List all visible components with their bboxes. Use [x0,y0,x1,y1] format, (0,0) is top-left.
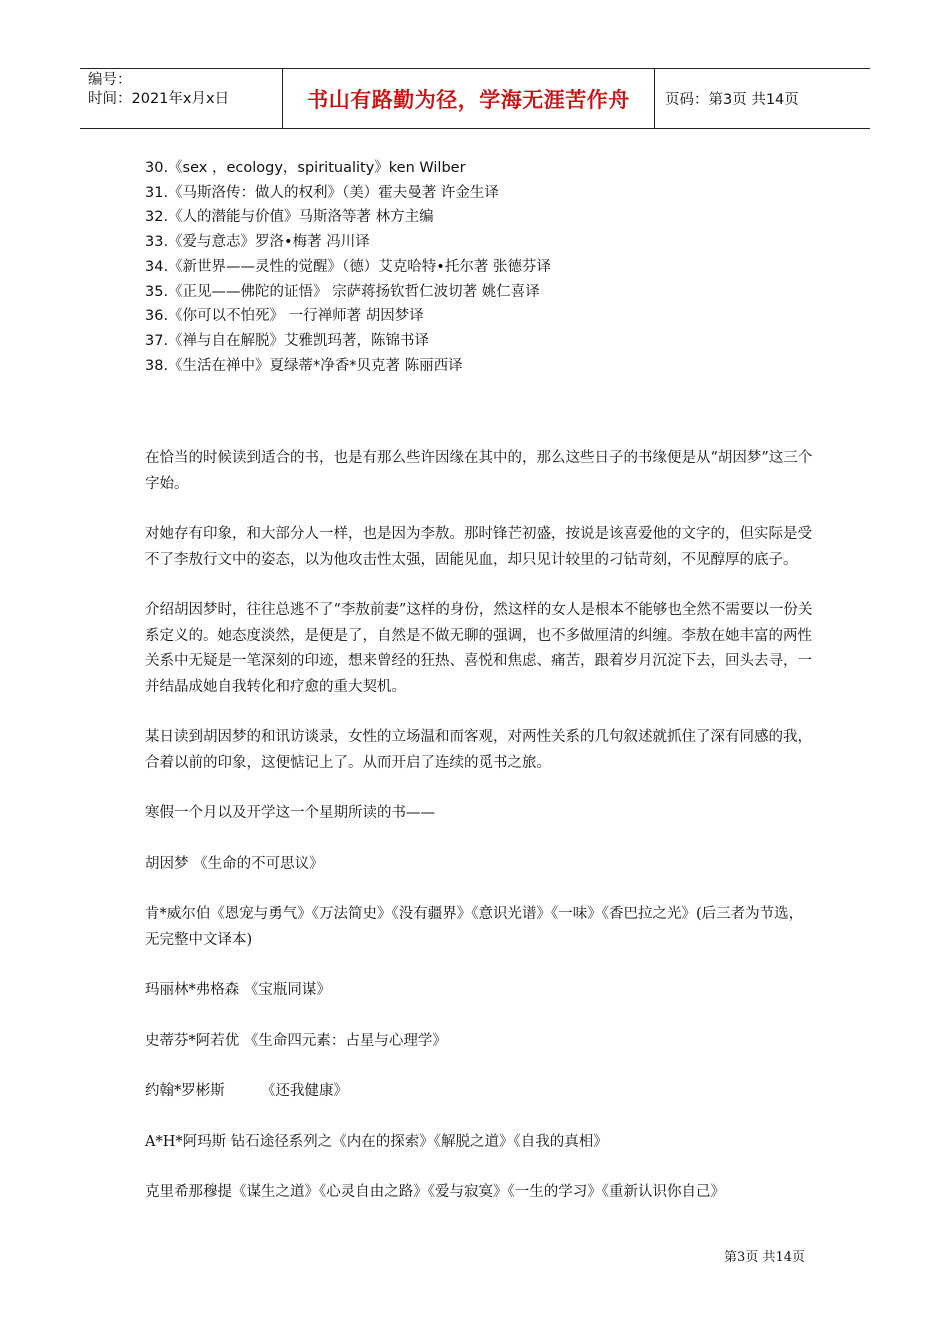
header-motto: 书山有路勤为径，学海无涯苦作舟 [282,69,655,128]
book-list-item: 30.《sex ，ecology，spirituality》ken Wilber [145,160,466,176]
paragraph: 介绍胡因梦时，往往总逃不了“李敖前妻”这样的身份，然这样的女人是根本不能够也全然不需要以一份关系定义的。她态度淡然，是便是了，自然是不做无聊的强调，也不多做厘清的纠缠。李敖在她丰富的两性关系中无疑是一笔深刻的印迹，想来曾经的狂热、喜悦和焦虑、痛苦，跟着岁月沉淀下去，回头去寻，一并结晶成她自我转化和疗愈的重大契机。 [145,602,813,695]
book-list-item: 33.《爱与意志》罗洛•梅著 冯川译 [145,234,370,251]
paragraph: 寒假一个月以及开学这一个星期所读的书—— [145,805,435,821]
page-footer: 第3页 共14页 [724,1250,805,1265]
document-number-label: 编号： [88,72,132,88]
essay-body [145,446,813,1231]
book-list-item: 35.《正见——佛陀的证悟》 宗萨蒋扬钦哲仁波切著 姚仁喜译 [145,283,540,300]
page-header [80,68,870,129]
paragraph: 胡因梦 《生命的不可思议》 [145,855,324,872]
paragraph: A*H*阿玛斯 钻石途径系列之《内在的探索》《解脱之道》《自我的真相》 [145,1133,608,1150]
book-list-item: 38.《生活在禅中》夏绿蒂*净香*贝克著 陈丽西译 [145,357,463,374]
paragraph: 某日读到胡因梦的和讯访谈录，女性的立场温和而客观，对两性关系的几句叙述就抓住了深有同感的我，合着以前的印象，这便惦记上了。从而开启了连续的觅书之旅。 [145,729,812,771]
book-list-item: 37.《禅与自在解脱》艾雅凯玛著，陈锦书译 [145,332,430,349]
paragraph: 在恰当的时候读到适合的书，也是有那么些许因缘在其中的，那么这些日子的书缘便是从“胡因梦”这三个字始。 [145,450,813,492]
book-list-item: 36.《你可以不怕死》 一行禅师著 胡因梦译 [145,308,424,325]
paragraph: 约翰*罗彬斯 《还我健康》 [145,1083,348,1099]
book-list-item: 34.《新世界——灵性的觉醒》（德）艾克哈特•托尔著 张德芬译 [145,258,551,275]
paragraph: 肯*威尔伯《恩宠与勇气》《万法简史》《没有疆界》《意识光谱》《一味》《香巴拉之光》(后三者为节选，无完整中文译本) [145,906,804,948]
paragraph: 史蒂芬*阿若优 《生命四元素：占星与心理学》 [145,1032,447,1049]
book-list-item: 31.《马斯洛传：做人的权利》（美）霍夫曼著 许金生译 [145,184,499,201]
document-date-label: 时间：2021年x月x日 [88,91,230,107]
paragraph: 对她存有印象，和大部分人一样，也是因为李敖。那时锋芒初盛，按说是该喜爱他的文字的，但实际是受不了李敖行文中的姿态，以为他攻击性太强，固能见血，却只见计较里的刁钻苛刻，不见醇厚的底子。 [145,526,812,568]
paragraph: 克里希那穆提《谋生之道》《心灵自由之路》《爱与寂寞》《一生的学习》《重新认识你自己》 [145,1184,725,1200]
paragraph: 玛丽林*弗格森 《宝瓶同谋》 [145,982,331,998]
book-list [145,156,551,378]
header-page-number: 页码：第3页 共14页 [665,92,799,108]
book-list-item: 32.《人的潜能与价值》马斯洛等著 林方主编 [145,209,434,226]
header-meta [80,69,282,128]
